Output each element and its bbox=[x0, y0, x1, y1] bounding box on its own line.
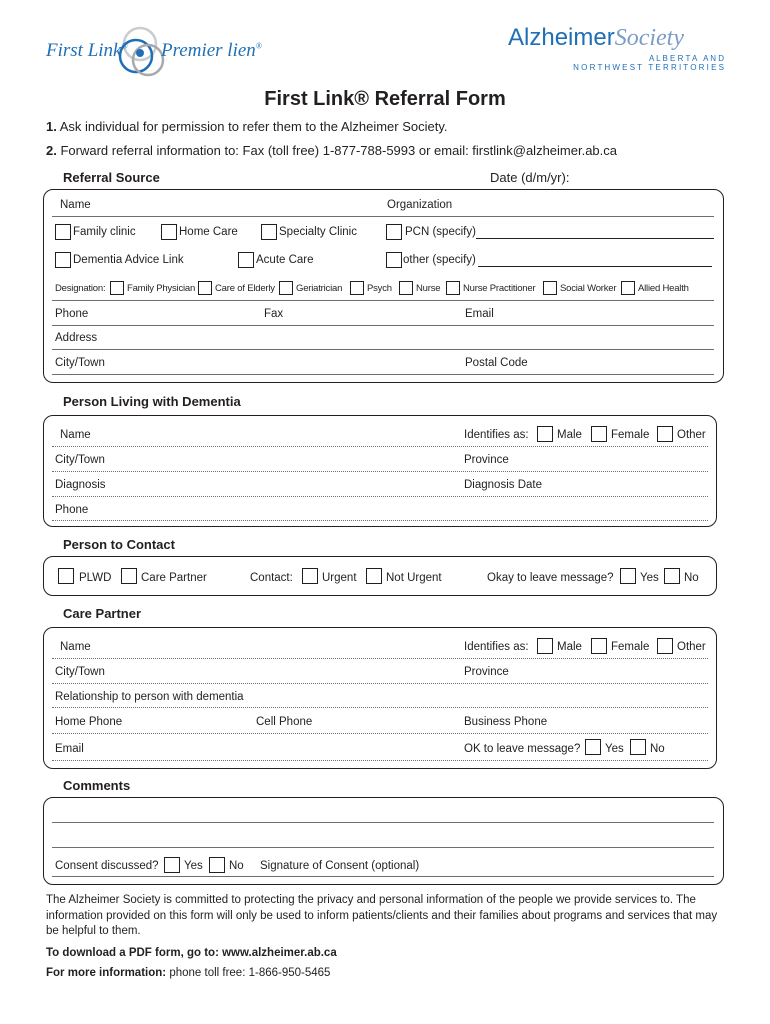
specialty-clinic-checkbox[interactable] bbox=[261, 224, 277, 240]
page-title: First Link® Referral Form bbox=[264, 88, 506, 110]
cp-no-label: No bbox=[650, 743, 665, 755]
cp-yes-label: Yes bbox=[605, 743, 624, 755]
instruction-1: 1. Ask individual for permission to refer them to the Alzheimer Society. bbox=[46, 119, 448, 134]
nurse-practitioner-checkbox[interactable] bbox=[446, 281, 460, 295]
pcn-specify-line[interactable] bbox=[476, 238, 714, 239]
person-male-label: Male bbox=[557, 429, 582, 441]
instruction-2: 2. Forward referral information to: Fax (toll free) 1-877-788-5993 or email: firstlink@alzheimer.ab.ca bbox=[46, 143, 617, 158]
social-worker-label: Social Worker bbox=[560, 283, 617, 294]
contact-label: Contact: bbox=[250, 572, 293, 584]
cp-home-phone-field[interactable]: Home Phone bbox=[55, 716, 123, 728]
plwd-checkbox[interactable] bbox=[58, 568, 74, 584]
person-female-label: Female bbox=[611, 429, 650, 441]
comments-line-2[interactable] bbox=[52, 847, 714, 848]
cp-email-field[interactable]: Email bbox=[55, 743, 84, 755]
person-city-field[interactable]: City/Town bbox=[55, 454, 105, 466]
cp-yes-checkbox[interactable] bbox=[585, 739, 601, 755]
cp-male-label: Male bbox=[557, 641, 582, 653]
family-clinic-checkbox[interactable] bbox=[55, 224, 71, 240]
cp-name-field[interactable]: Name bbox=[60, 641, 91, 653]
referral-email-field[interactable]: Email bbox=[465, 308, 494, 320]
family-physician-label: Family Physician bbox=[127, 283, 196, 294]
person-contact-heading: Person to Contact bbox=[63, 537, 175, 552]
signature-field[interactable]: Signature of Consent (optional) bbox=[260, 860, 420, 872]
alzheimer-text: Alzheimer bbox=[508, 24, 615, 51]
nurse-label: Nurse bbox=[416, 283, 441, 294]
person-diagnosis-date-field[interactable]: Diagnosis Date bbox=[464, 479, 542, 491]
person-dementia-heading: Person Living with Dementia bbox=[63, 394, 241, 409]
society-text: Society bbox=[614, 25, 684, 51]
contact-yes-checkbox[interactable] bbox=[620, 568, 636, 584]
privacy-statement: The Alzheimer Society is committed to protecting the privacy and personal information of the people we provide services to. The information provided on this form will only be used to inform patients/clients and their families about programs and services that may be helpful to them. bbox=[46, 894, 718, 937]
cp-relationship-field[interactable]: Relationship to person with dementia bbox=[55, 691, 244, 703]
cp-city-field[interactable]: City/Town bbox=[55, 666, 105, 678]
consent-yes-checkbox[interactable] bbox=[164, 857, 180, 873]
referral-organization-field[interactable]: Organization bbox=[387, 199, 453, 211]
alzheimer-society-logo bbox=[508, 24, 738, 79]
referral-phone-field[interactable]: Phone bbox=[55, 308, 89, 320]
first-link-logo: First Link® Premier lien® bbox=[44, 16, 264, 86]
cp-other-checkbox[interactable] bbox=[657, 638, 673, 654]
care-partner-label: Care Partner bbox=[141, 572, 207, 584]
contact-no-label: No bbox=[684, 572, 699, 584]
urgent-checkbox[interactable] bbox=[302, 568, 318, 584]
referral-name-field[interactable]: Name bbox=[60, 199, 91, 211]
allied-health-checkbox[interactable] bbox=[621, 281, 635, 295]
person-female-checkbox[interactable] bbox=[591, 426, 607, 442]
person-province-field[interactable]: Province bbox=[464, 454, 509, 466]
other-checkbox[interactable] bbox=[386, 252, 402, 268]
person-other-label: Other bbox=[677, 429, 706, 441]
not-urgent-label: Not Urgent bbox=[386, 572, 442, 584]
dementia-advice-label: Dementia Advice Link bbox=[73, 254, 184, 266]
contact-yes-label: Yes bbox=[640, 572, 659, 584]
plwd-label: PLWD bbox=[79, 572, 112, 584]
cp-ok-message-label: OK to leave message? bbox=[464, 743, 581, 755]
care-of-elderly-checkbox[interactable] bbox=[198, 281, 212, 295]
acute-care-label: Acute Care bbox=[256, 254, 314, 266]
date-label[interactable]: Date (d/m/yr): bbox=[490, 170, 570, 185]
nwt-text: N O R T H W E S T T E R R I T O R I E S bbox=[573, 63, 724, 72]
pcn-checkbox[interactable] bbox=[386, 224, 402, 240]
consent-yes-label: Yes bbox=[184, 860, 203, 872]
person-identifies-label: Identifies as: bbox=[464, 429, 529, 441]
social-worker-checkbox[interactable] bbox=[543, 281, 557, 295]
person-male-checkbox[interactable] bbox=[537, 426, 553, 442]
alberta-text: A L B E R T A A N D bbox=[648, 54, 724, 63]
person-diagnosis-field[interactable]: Diagnosis bbox=[55, 479, 106, 491]
other-label: other (specify) bbox=[403, 254, 476, 266]
other-specify-line[interactable] bbox=[478, 266, 712, 267]
allied-health-label: Allied Health bbox=[638, 283, 689, 294]
geriatrician-label: Geriatrician bbox=[296, 283, 343, 294]
person-phone-field[interactable]: Phone bbox=[55, 504, 89, 516]
cp-cell-phone-field[interactable]: Cell Phone bbox=[256, 716, 313, 728]
first-link-text: First Link bbox=[46, 40, 122, 61]
urgent-label: Urgent bbox=[322, 572, 357, 584]
nurse-checkbox[interactable] bbox=[399, 281, 413, 295]
cp-female-label: Female bbox=[611, 641, 650, 653]
home-care-label: Home Care bbox=[179, 226, 238, 238]
person-name-field[interactable]: Name bbox=[60, 429, 91, 441]
premier-lien-text: Premier lien bbox=[161, 40, 256, 61]
referral-address-field[interactable]: Address bbox=[55, 332, 98, 344]
referral-postal-field[interactable]: Postal Code bbox=[465, 357, 528, 369]
cp-male-checkbox[interactable] bbox=[537, 638, 553, 654]
person-other-checkbox[interactable] bbox=[657, 426, 673, 442]
contact-no-checkbox[interactable] bbox=[664, 568, 680, 584]
home-care-checkbox[interactable] bbox=[161, 224, 177, 240]
cp-no-checkbox[interactable] bbox=[630, 739, 646, 755]
specialty-clinic-label: Specialty Clinic bbox=[279, 226, 357, 238]
family-clinic-label: Family clinic bbox=[73, 226, 136, 238]
download-text: To download a PDF form, go to: www.alzheimer.ab.ca bbox=[46, 947, 337, 959]
comments-line-1[interactable] bbox=[52, 822, 714, 823]
care-partner-checkbox[interactable] bbox=[121, 568, 137, 584]
referral-city-field[interactable]: City/Town bbox=[55, 357, 105, 369]
acute-care-checkbox[interactable] bbox=[238, 252, 254, 268]
not-urgent-checkbox[interactable] bbox=[366, 568, 382, 584]
referral-source-heading: Referral Source bbox=[63, 170, 160, 185]
psych-label: Psych bbox=[367, 283, 392, 294]
consent-label: Consent discussed? bbox=[55, 860, 159, 872]
cp-other-label: Other bbox=[677, 641, 706, 653]
cp-female-checkbox[interactable] bbox=[591, 638, 607, 654]
referral-fax-field[interactable]: Fax bbox=[264, 308, 284, 320]
care-of-elderly-label: Care of Elderly bbox=[215, 283, 275, 294]
cp-business-phone-field[interactable]: Business Phone bbox=[464, 716, 548, 728]
okay-message-label: Okay to leave message? bbox=[487, 572, 614, 584]
cp-province-field[interactable]: Province bbox=[464, 666, 509, 678]
cp-identifies-label: Identifies as: bbox=[464, 641, 529, 653]
more-info-text: For more information: phone toll free: 1-866-950-5465 bbox=[46, 967, 331, 979]
designation-label: Designation: bbox=[55, 283, 106, 294]
family-physician-checkbox[interactable] bbox=[110, 281, 124, 295]
pcn-label: PCN (specify) bbox=[405, 226, 476, 238]
geriatrician-checkbox[interactable] bbox=[279, 281, 293, 295]
comments-heading: Comments bbox=[63, 778, 131, 793]
consent-no-checkbox[interactable] bbox=[209, 857, 225, 873]
nurse-practitioner-label: Nurse Practitioner bbox=[463, 283, 536, 294]
care-partner-heading: Care Partner bbox=[63, 606, 142, 621]
psych-checkbox[interactable] bbox=[350, 281, 364, 295]
dementia-advice-checkbox[interactable] bbox=[55, 252, 71, 268]
consent-no-label: No bbox=[229, 860, 244, 872]
